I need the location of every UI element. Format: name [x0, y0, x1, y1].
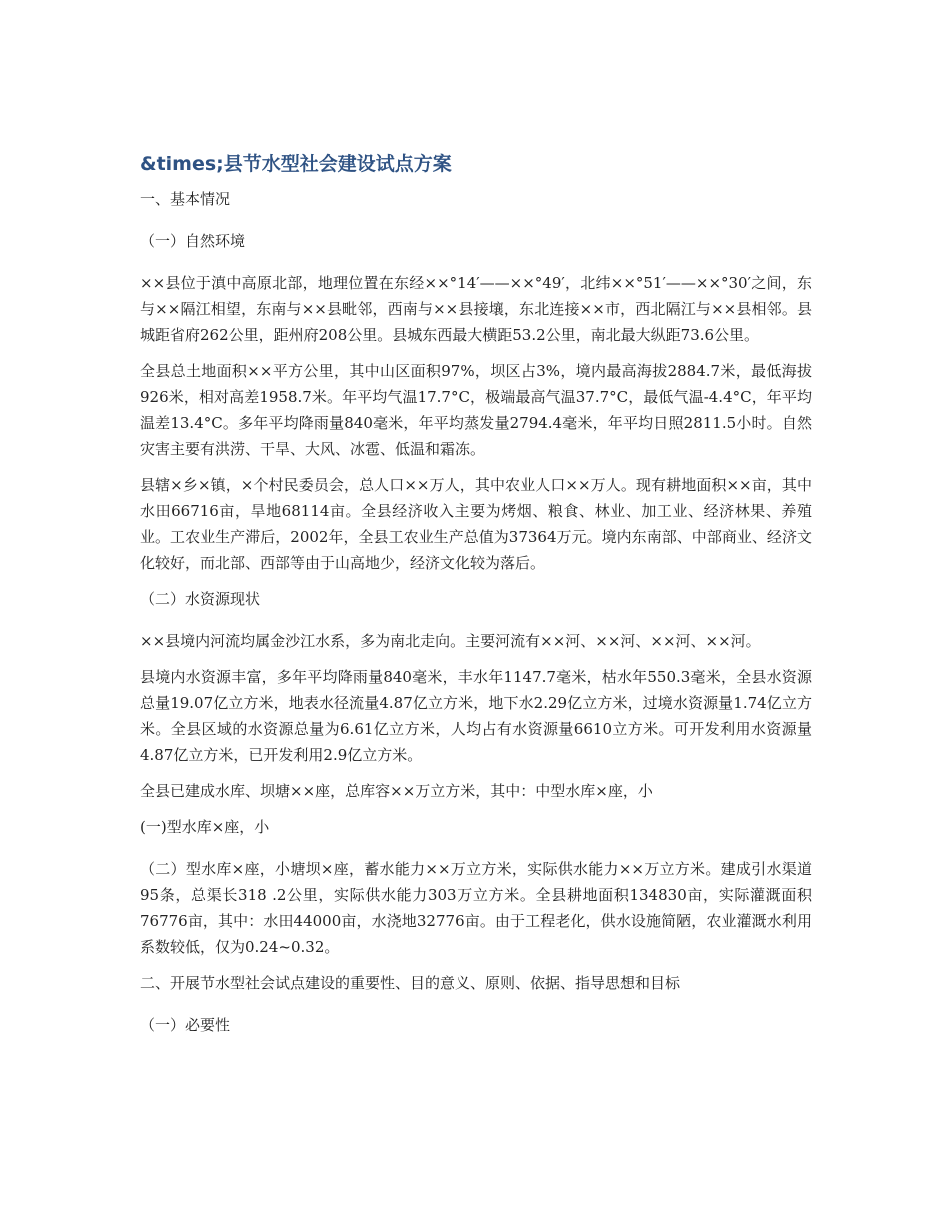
- paragraph-reservoirs: 全县已建成水库、坝塘××座，总库容××万立方米，其中：中型水库×座，小: [140, 782, 653, 800]
- section-heading-basic-situation: 一、基本情况: [140, 190, 231, 208]
- paragraph-irrigation: （二）型水库×座，小塘坝×座，蓄水能力××万立方米，实际供水能力××万立方米。建成引水渠道95条，总渠长318 .2公里，实际供水能力303万立方米。全县耕地面积134830亩，实际灌溉面积76776亩，其中：水田44000亩，水浇地32776亩。由于工程老化，供水设施简陋，农业灌溉水利用系数较低，仅为0.24~0.32。: [140, 860, 812, 956]
- section-heading-pilot-construction: 二、开展节水型社会试点建设的重要性、目的意义、原则、依据、指导思想和目标: [140, 974, 681, 992]
- subsection-heading-necessity: （一）必要性: [140, 1016, 231, 1034]
- document-title: &times;县节水型社会建设试点方案: [140, 153, 452, 175]
- paragraph-rivers: ××县境内河流均属金沙江水系，多为南北走向。主要河流有××河、××河、××河、××河。: [140, 632, 761, 650]
- paragraph-location: ××县位于滇中高原北部，地理位置在东经××°14′——××°49′，北纬××°51′——××°30′之间，东与××隔江相望，东南与××县毗邻，西南与××县接壤，东北连接××市，西北隔江与××县相邻。县城距省府262公里，距州府208公里。县城东西最大横距53.2公里，南北最大纵距73.6公里。: [140, 274, 812, 344]
- paragraph-land-climate: 全县总土地面积××平方公里，其中山区面积97%，坝区占3%，境内最高海拔2884.7米，最低海拔926米，相对高差1958.7米。年平均气温17.7°C，极端最高气温37.7°C，最低气温-4.4°C，年平均温差13.4°C。多年平均降雨量840毫米，年平均蒸发量2794.4毫米，年平均日照2811.5小时。自然灾害主要有洪涝、干旱、大风、冰雹、低温和霜冻。: [140, 362, 812, 458]
- paragraph-water-quantity: 县境内水资源丰富，多年平均降雨量840毫米，丰水年1147.7毫米，枯水年550.3毫米，全县水资源总量19.07亿立方米，地表水径流量4.87亿立方米，地下水2.29亿立方米，过境水资源量1.74亿立方米。全县区域的水资源总量为6.61亿立方米，人均占有水资源量6610立方米。可开发利用水资源量4.87亿立方米，已开发利用2.9亿立方米。: [140, 668, 812, 764]
- paragraph-reservoir-type-one: (一)型水库×座，小: [140, 818, 270, 836]
- subsection-heading-water-resources: （二）水资源现状: [140, 590, 261, 608]
- document-page: [140, 148, 812, 1054]
- subsection-heading-natural-environment: （一）自然环境: [140, 232, 246, 250]
- paragraph-population-economy: 县辖×乡×镇，×个村民委员会，总人口××万人，其中农业人口××万人。现有耕地面积××亩，其中水田66716亩，旱地68114亩。全县经济收入主要为烤烟、粮食、林业、加工业、经济林果、养殖业。工农业生产滞后，2002年，全县工农业生产总值为37364万元。境内东南部、中部商业、经济文化较好，而北部、西部等由于山高地少，经济文化较为落后。: [140, 476, 812, 572]
